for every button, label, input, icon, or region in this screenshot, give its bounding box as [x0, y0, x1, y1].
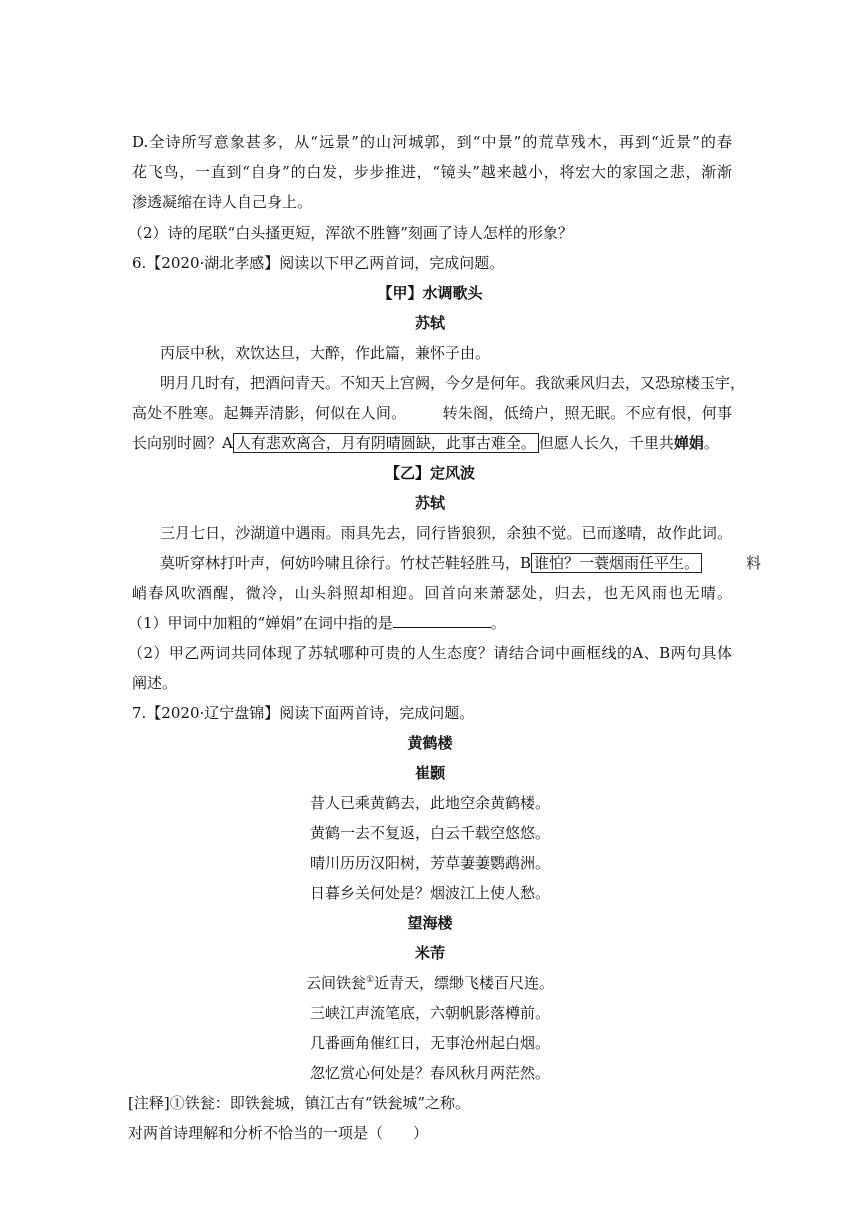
- q6-subquestion-2-line2: 阐述。: [132, 674, 178, 692]
- q6-jia-line3-c: 。: [703, 434, 719, 452]
- q6-yi-line1: [160, 552, 762, 574]
- q6-subquestion-2-line1: （2）甲乙两词共同体现了苏轼哪种可贵的人生态度？请结合词中画框线的A、B两句具体: [128, 644, 732, 662]
- q7-poem1-line: 昔人已乘黄鹤去，此地空余黄鹤楼。: [309, 794, 550, 812]
- q6-jia-preface: 丙辰中秋，欢饮达旦，大醉，作此篇，兼怀子由。: [160, 344, 491, 362]
- q6-yi-line1-a: 莫听穿林打叶声，何妨吟啸且徐行。竹杖芒鞋轻胜马，B: [160, 554, 532, 572]
- q6-yi-line2: 峭春风吹酒醒，微冷，山头斜照却相迎。回首向来萧瑟处，归去，也无风雨也无晴。: [132, 584, 732, 602]
- q6-jia-line3-b: 但愿人长久，千里共: [538, 434, 674, 452]
- q6-jia-title: 【甲】水调歌头: [377, 284, 483, 302]
- q5-option-d-line3: 渗透凝缩在诗人自己身上。: [132, 193, 313, 211]
- footnote-marker: ①: [365, 975, 375, 985]
- q6-sub1-end: 。: [490, 614, 506, 632]
- q7-poem2-line: [0, 972, 860, 994]
- q6-bold-chanjuan: 婵娟: [673, 434, 704, 452]
- q5-subquestion-2: （2）诗的尾联“白头搔更短，浑欲不胜簪”刻画了诗人怎样的形象？: [128, 224, 573, 242]
- q5-option-d-line2: 花飞鸟，一直到“自身”的白发，步步推进，“镜头”越来越小，将宏大的家国之悲，渐渐: [132, 163, 732, 181]
- q6-boxed-sentence-b: 谁怕？一蓑烟雨任平生。: [531, 553, 702, 573]
- q7-poem2-author: 米芾: [414, 944, 445, 962]
- q6-yi-author: 苏轼: [414, 494, 445, 512]
- q7-poem2-line: 忽忆赏心何处是？春风秋月两茫然。: [309, 1064, 550, 1082]
- q6-jia-line3: [132, 432, 732, 454]
- q7-poem1-author: 崔颢: [414, 764, 445, 782]
- q7-note: [注释]①铁瓮：即铁瓮城，镇江古有“铁瓮城”之称。: [128, 1094, 471, 1112]
- q7-question: 对两首诗理解和分析不恰当的一项是（ ）: [128, 1124, 429, 1142]
- q5-option-d-line1: D.全诗所写意象甚多，从“远景”的山河城郭，到“中景”的荒草残木，再到“近景”的春: [132, 133, 732, 151]
- q6-boxed-sentence-a: 人有悲欢离合，月有阴晴圆缺，此事古难全。: [233, 433, 539, 453]
- q7-poem2-line: 三峡江声流笔底，六朝帆影落樽前。: [309, 1004, 550, 1022]
- q7-heading: 7.【2020·辽宁盘锦】阅读下面两首诗，完成问题。: [132, 704, 475, 722]
- q7-poem1-line: 晴川历历汉阳树，芳草萋萋鹦鹉洲。: [309, 854, 550, 872]
- q6-sub1-text: （1）甲词中加粗的“婵娟”在词中指的是: [128, 614, 393, 632]
- q6-heading: 6.【2020·湖北孝感】阅读以下甲乙两首词，完成问题。: [132, 254, 505, 272]
- q6-jia-line3-a: 长向别时圆？A: [132, 434, 233, 452]
- q6-jia-line1: 明月几时有，把酒问青天。不知天上宫阙，今夕是何年。我欲乘风归去，又恐琼楼玉宇，: [160, 374, 746, 392]
- q7-poem2-title: 望海楼: [407, 914, 453, 932]
- q6-yi-title: 【乙】定风波: [384, 464, 475, 482]
- answer-blank[interactable]: [393, 613, 491, 628]
- q6-subquestion-1: [128, 612, 728, 634]
- q6-jia-line2: [132, 402, 732, 424]
- q7-poem1-line: 日暮乡关何处是？烟波江上使人愁。: [309, 884, 550, 902]
- q7-poem1-line: 黄鹤一去不复返，白云千载空悠悠。: [309, 824, 550, 842]
- q6-jia-line2-a: 高处不胜寒。起舞弄清影，何似在人间。: [132, 404, 407, 422]
- q7-poem2-line: 几番画角催红日，无事沧州起白烟。: [309, 1034, 550, 1052]
- q6-jia-line2-b: 转朱阁，低绮户，照无眠。不应有恨，何事: [442, 404, 732, 422]
- q6-yi-preface: 三月七日，沙湖道中遇雨。雨具先去，同行皆狼狈，余独不觉。已而遂晴，故作此词。: [160, 524, 732, 542]
- q7-poem1-title: 黄鹤楼: [407, 734, 453, 752]
- q6-jia-author: 苏轼: [414, 314, 445, 332]
- q6-yi-line1-b: 料: [746, 554, 762, 572]
- q7-poem2-line1-b: 近青天，缥缈飞楼百尺连。: [374, 974, 555, 992]
- q7-poem2-line1-a: 云间铁瓮: [305, 974, 366, 992]
